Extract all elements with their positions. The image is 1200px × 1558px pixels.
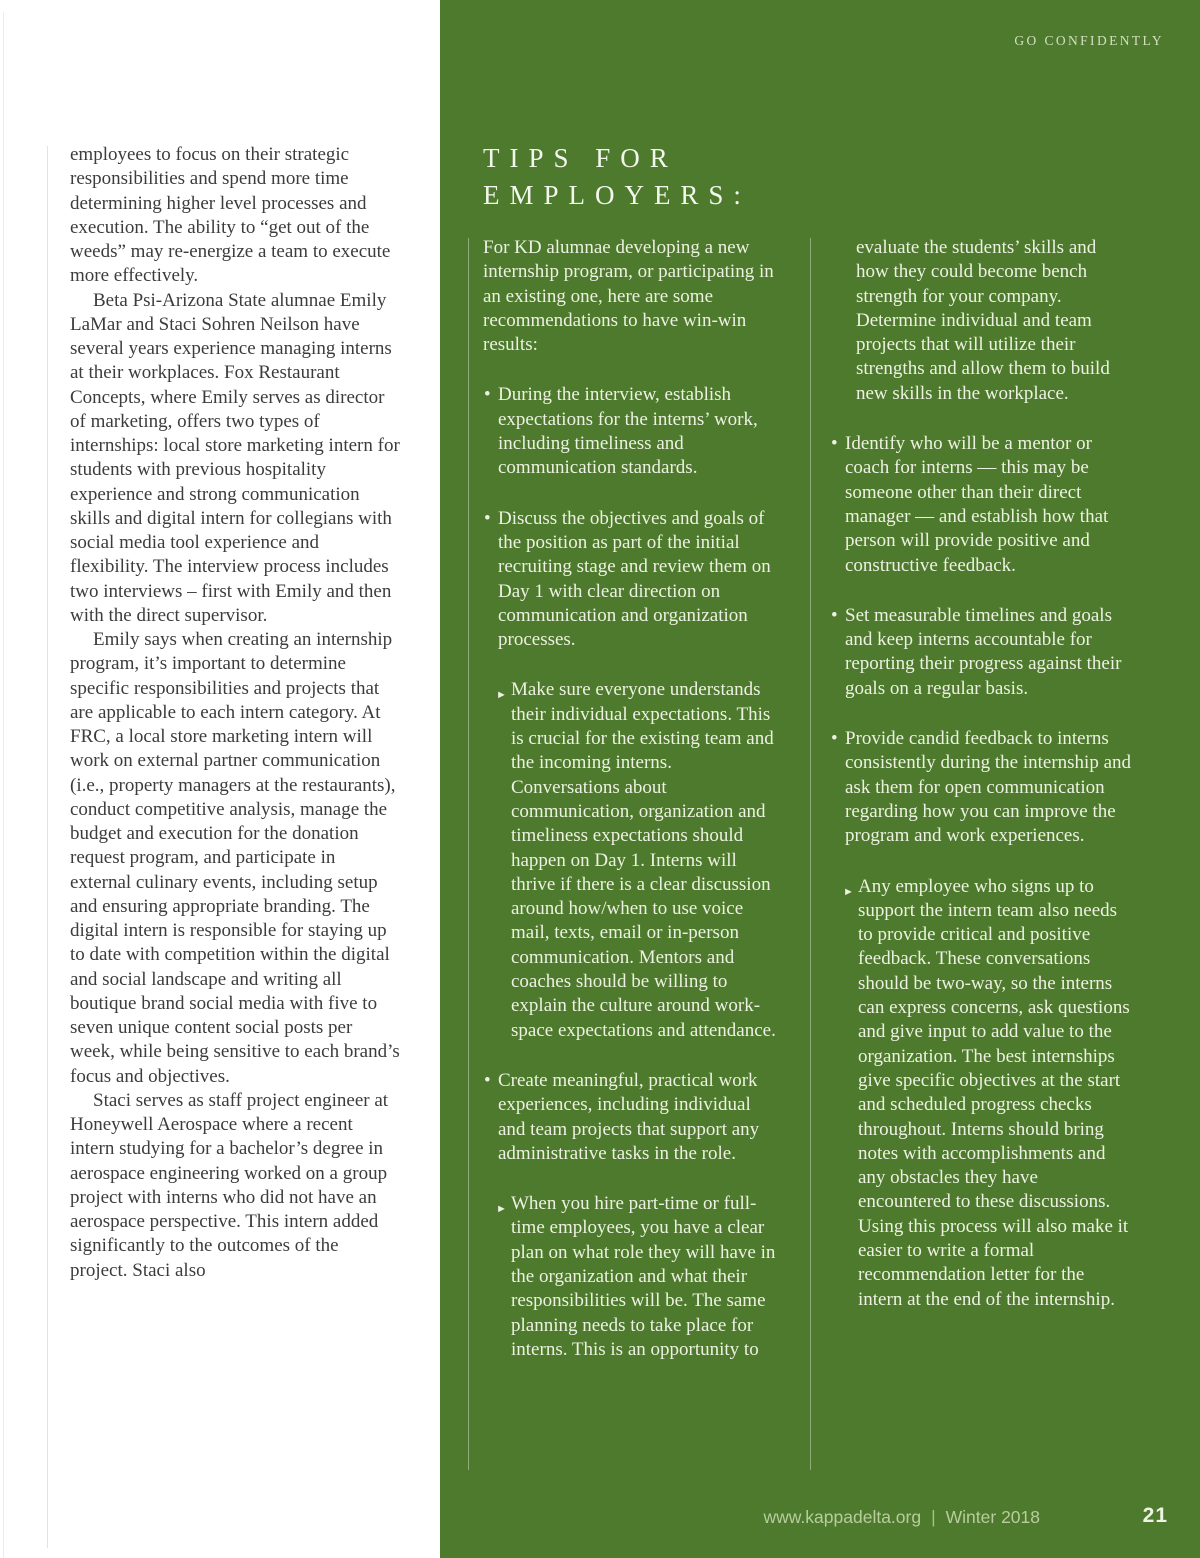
tip-sub-item: [483, 678, 781, 1042]
tips-heading-line1: TIPS FOR: [483, 143, 678, 173]
tip-item: [830, 604, 1132, 701]
tips-sidebar-panel: [440, 0, 1200, 1558]
tip-text: During the interview, establish expectations for the interns’ work, including timeliness and communication standards.: [498, 384, 758, 479]
tips-heading: [483, 140, 751, 214]
bullet-icon: •: [831, 604, 838, 626]
tip-text: Discuss the objectives and goals of the position as part of the initial recruiting stage and review them on Day 1 with clear direction on communication and organization processes.: [498, 507, 771, 651]
page-number: 21: [1142, 1504, 1168, 1527]
tip-sub-item: [483, 1192, 781, 1362]
tip-sub-item: [830, 875, 1132, 1312]
article-paragraph: employees to focus on their strategic responsibilities and spend more time determining higher level processes and execution. The ability to “get out of the weeds” may re-energize a team to execute more effectively.: [70, 144, 391, 287]
article-paragraph: Emily says when creating an internship program, it’s important to determine specific responsibilities and projects that are applicable to each intern category. At FRC, a local store marketing intern will work on external partner communication (i.e., property managers at the restaurants), conduct competitive analysis, manage the budget and execution for the donation request program, and participate in external culinary events, including setup and ensuring appropriate branding. The digital intern is responsible for staying up to date with competition within the digital and social landscape and writing all boutique brand social media with five to seven unique content social posts per week, while being sensitive to each brand’s focus and objectives.: [70, 629, 400, 1087]
left-column-rule: [47, 146, 48, 1548]
column-rule-middle: [810, 238, 811, 1470]
article-paragraph: Staci serves as staff project engineer at Honeywell Aerospace where a recent intern studying for a bachelor’s degree in aerospace engineering worked on a group project with interns who did not have an aerospace perspective. This intern added significantly to the outcomes of the project. Staci also: [70, 1089, 389, 1281]
tips-column-right: [830, 236, 1132, 1312]
tips-heading-line2: EMPLOYERS:: [483, 180, 751, 210]
triangle-bullet-icon: ►: [496, 1203, 507, 1216]
article-left-column: [70, 143, 400, 1283]
tip-continuation: [830, 236, 1132, 406]
website-url: www.kappadelta.org: [763, 1507, 922, 1527]
tip-text: evaluate the students’ skills and how they could become bench strength for your company. Determine individual and team projects that will utilize their strengths and allow them to build new skills in the workplace.: [856, 237, 1110, 404]
page-kicker: GO CONFIDENTLY: [1014, 33, 1164, 48]
tip-text: Set measurable timelines and goals and keep interns accountable for reporting their progress against their goals on a regular basis.: [845, 604, 1122, 699]
tip-item: [830, 727, 1132, 848]
bullet-icon: •: [484, 384, 491, 406]
tip-item: [483, 507, 781, 653]
tip-text: Provide candid feedback to interns consistently during the internship and ask them for open communication regarding how you can improve the program and work experiences.: [845, 728, 1132, 847]
tip-text: Any employee who signs up to support the intern team also needs to provide critical and positive feedback. These conversations should be two-way, so the interns can express concerns, ask questions and give input to add value to the organization. The best internships give specific objectives at the start and scheduled progress checks throughout. Interns should bring notes with accomplishments and any obstacles they have encountered to these discussions. Using this process will also make it easier to write a formal recommendation letter for the intern at the end of the internship.: [858, 875, 1130, 1310]
tip-item: [483, 1069, 781, 1166]
bullet-icon: •: [831, 433, 838, 455]
footer-text-group: [763, 1507, 1040, 1528]
article-paragraph: Beta Psi-Arizona State alumnae Emily LaMar and Staci Sohren Neilson have several years experience managing interns at their workplaces. Fox Restaurant Concepts, where Emily serves as director of marketing, offers two types of internships: local store marketing intern for students with previous hospitality experience and strong communication skills and digital intern for collegians with social media tool experience and flexibility. The interview process includes two interviews – first with Emily and then with the direct supervisor.: [70, 289, 400, 626]
tip-text: Make sure everyone understands their individual expectations. This is crucial for the existing team and the incoming interns. Conversations about communication, organization and timeliness expectations should happen on Day 1. Interns will thrive if there is a clear discussion around how/when to use voice mail, texts, email or in-person communication. Mentors and coaches should be willing to explain the culture around work-space expectations and attendance.: [511, 679, 776, 1041]
bullet-icon: •: [484, 507, 491, 529]
tip-text: When you hire part-time or full-time employees, you have a clear plan on what role they will have in the organization and what their responsibilities will be. The same planning needs to take place for interns. This is an opportunity to: [511, 1193, 776, 1360]
footer-separator-icon: |: [931, 1507, 936, 1527]
tip-text: Create meaningful, practical work experiences, including individual and team projects that support any administrative tasks in the role.: [498, 1069, 760, 1164]
tip-item: [483, 383, 781, 480]
column-rule-left: [468, 238, 469, 1470]
triangle-bullet-icon: ►: [496, 689, 507, 702]
page-edge-line: [3, 12, 4, 1558]
tip-item: [830, 432, 1132, 578]
tips-intro: For KD alumnae developing a new internship program, or participating in an existing one, here are some recommendations to have win-win results:: [483, 237, 774, 356]
triangle-bullet-icon: ►: [843, 885, 854, 898]
bullet-icon: •: [831, 728, 838, 750]
tips-column-left: [483, 236, 781, 1362]
issue-label: Winter 2018: [945, 1507, 1040, 1527]
tip-text: Identify who will be a mentor or coach for interns — this may be someone other than their direct manager — and establish how that person will provide positive and constructive feedback.: [845, 433, 1109, 576]
bullet-icon: •: [484, 1069, 491, 1091]
